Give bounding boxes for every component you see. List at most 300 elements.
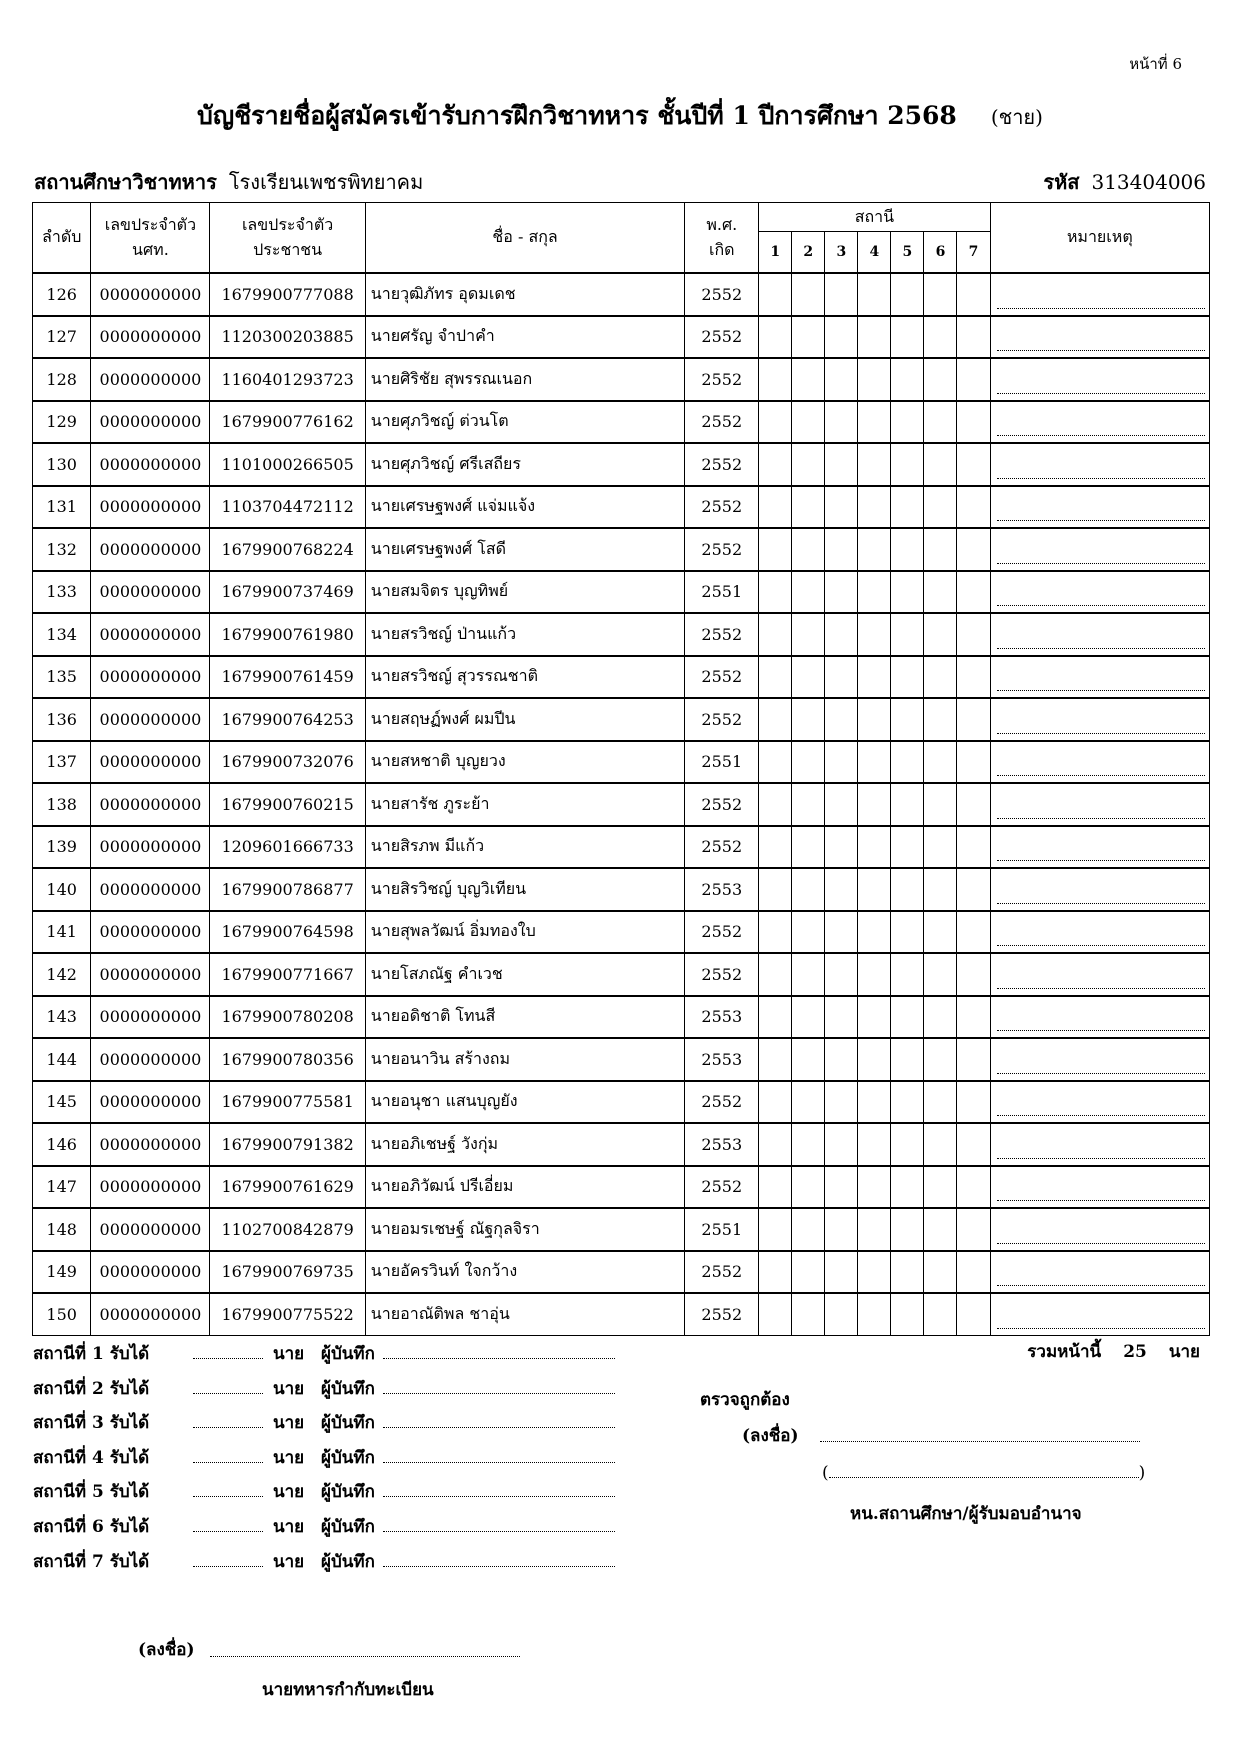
- station-2-check-cell[interactable]: [792, 656, 825, 699]
- station-2-check-cell[interactable]: [792, 911, 825, 954]
- recorder-field[interactable]: [383, 1566, 615, 1567]
- military-id-cell: 0000000000: [91, 613, 210, 656]
- station-5-check-cell[interactable]: [891, 698, 924, 741]
- station-7-check-cell[interactable]: [957, 1208, 990, 1251]
- remark-dotted-line: [997, 988, 1205, 989]
- station-4-check-cell[interactable]: [858, 996, 891, 1039]
- station-2-check-cell[interactable]: [792, 1123, 825, 1166]
- remark-cell[interactable]: [990, 1081, 1209, 1124]
- printed-name-field[interactable]: [829, 1477, 1139, 1478]
- station-4-check-cell[interactable]: [858, 528, 891, 571]
- station-7-check-cell[interactable]: [957, 528, 990, 571]
- station-3-check-cell[interactable]: [825, 571, 858, 614]
- station-6-check-cell[interactable]: [924, 1081, 957, 1124]
- station-7-check-cell[interactable]: [957, 953, 990, 996]
- order-cell: 150: [33, 1293, 91, 1335]
- birth-year-cell: 2552: [685, 1293, 759, 1335]
- station-4-check-cell[interactable]: [858, 783, 891, 826]
- remark-cell[interactable]: [990, 571, 1209, 614]
- order-cell: 142: [33, 953, 91, 996]
- station-4-check-cell[interactable]: [858, 868, 891, 911]
- remark-cell[interactable]: [990, 1166, 1209, 1209]
- station-3-check-cell[interactable]: [825, 1081, 858, 1124]
- remark-cell[interactable]: [990, 486, 1209, 529]
- station-7-check-cell[interactable]: [957, 1081, 990, 1124]
- name-cell: นายเศรษฐพงศ์ โสดี: [365, 528, 685, 571]
- station-5-check-cell[interactable]: [891, 741, 924, 784]
- name-cell: นายศรัญ จำปาคำ: [365, 316, 685, 359]
- table-row: [33, 1208, 1210, 1251]
- station-4-check-cell[interactable]: [858, 613, 891, 656]
- station-1-check-cell[interactable]: [759, 401, 792, 444]
- station-4-check-cell[interactable]: [858, 486, 891, 529]
- unit-label: นาย: [273, 1517, 305, 1537]
- station-1-check-cell[interactable]: [759, 1251, 792, 1294]
- station-4-check-cell[interactable]: [858, 571, 891, 614]
- order-cell: 140: [33, 868, 91, 911]
- recorder-field[interactable]: [383, 1462, 615, 1463]
- code-value: 313404006: [1091, 170, 1206, 194]
- station-7-check-cell[interactable]: [957, 358, 990, 401]
- station-7-check-cell[interactable]: [957, 826, 990, 869]
- station-1-check-cell[interactable]: [759, 911, 792, 954]
- station-4-check-cell[interactable]: [858, 1251, 891, 1294]
- station-7-check-cell[interactable]: [957, 1293, 990, 1335]
- station-6-check-cell[interactable]: [924, 1293, 957, 1335]
- remark-cell[interactable]: [990, 656, 1209, 699]
- station-6-check-cell[interactable]: [924, 316, 957, 359]
- station-7-check-cell[interactable]: [957, 316, 990, 359]
- station-3-check-cell[interactable]: [825, 826, 858, 869]
- station-4-check-cell[interactable]: [858, 953, 891, 996]
- station-1-check-cell[interactable]: [759, 613, 792, 656]
- station-3-check-cell[interactable]: [825, 1038, 858, 1081]
- station-6-check-cell[interactable]: [924, 1166, 957, 1209]
- table-row: [33, 486, 1210, 529]
- station-2-check-cell[interactable]: [792, 1208, 825, 1251]
- station-5-check-cell[interactable]: [891, 1251, 924, 1294]
- station-7-check-cell[interactable]: [957, 868, 990, 911]
- station-1-check-cell[interactable]: [759, 1123, 792, 1166]
- station-1-check-cell[interactable]: [759, 826, 792, 869]
- station-7-check-cell[interactable]: [957, 486, 990, 529]
- station-5-check-cell[interactable]: [891, 358, 924, 401]
- station-5-check-cell[interactable]: [891, 613, 924, 656]
- military-id-cell: 0000000000: [91, 528, 210, 571]
- order-cell: 145: [33, 1081, 91, 1124]
- station-2-check-cell[interactable]: [792, 358, 825, 401]
- count-field[interactable]: [193, 1531, 263, 1532]
- order-cell: 128: [33, 358, 91, 401]
- citizen-id-cell: 1679900776162: [210, 401, 365, 444]
- station-5-check-cell[interactable]: [891, 911, 924, 954]
- station-4-check-cell[interactable]: [858, 443, 891, 486]
- page-total: [1027, 1338, 1200, 1365]
- station-7-check-cell[interactable]: [957, 613, 990, 656]
- station-4-check-cell[interactable]: [858, 698, 891, 741]
- station-1-check-cell[interactable]: [759, 1293, 792, 1335]
- military-id-cell: 0000000000: [91, 911, 210, 954]
- station-3-check-cell[interactable]: [825, 741, 858, 784]
- order-cell: 149: [33, 1251, 91, 1294]
- station-6-check-cell[interactable]: [924, 741, 957, 784]
- station-7-check-cell[interactable]: [957, 783, 990, 826]
- station-2-check-cell[interactable]: [792, 698, 825, 741]
- station-6-check-cell[interactable]: [924, 953, 957, 996]
- station-1-check-cell[interactable]: [759, 571, 792, 614]
- station-6-check-cell[interactable]: [924, 996, 957, 1039]
- station-3-check-cell[interactable]: [825, 528, 858, 571]
- remark-cell[interactable]: [990, 1251, 1209, 1294]
- station-7-check-cell[interactable]: [957, 996, 990, 1039]
- station-3-check-cell[interactable]: [825, 996, 858, 1039]
- station-6-check-cell[interactable]: [924, 528, 957, 571]
- station-6-check-cell[interactable]: [924, 1123, 957, 1166]
- station-3-check-cell[interactable]: [825, 443, 858, 486]
- station-5-check-cell[interactable]: [891, 1038, 924, 1081]
- station-1-check-cell[interactable]: [759, 528, 792, 571]
- station-1-check-cell[interactable]: [759, 783, 792, 826]
- recorder-field[interactable]: [383, 1531, 615, 1532]
- station-6-check-cell[interactable]: [924, 401, 957, 444]
- station-3-check-cell[interactable]: [825, 698, 858, 741]
- station-2-check-cell[interactable]: [792, 996, 825, 1039]
- citizen-id-cell: 1679900761459: [210, 656, 365, 699]
- remark-dotted-line: [997, 1115, 1205, 1116]
- remark-cell[interactable]: [990, 613, 1209, 656]
- station-7-check-cell[interactable]: [957, 911, 990, 954]
- station-7-check-cell[interactable]: [957, 741, 990, 784]
- remark-cell[interactable]: [990, 1208, 1209, 1251]
- station-5-check-cell[interactable]: [891, 1123, 924, 1166]
- station-2-check-cell[interactable]: [792, 1251, 825, 1294]
- station-6-check-cell[interactable]: [924, 698, 957, 741]
- station-1-check-cell[interactable]: [759, 656, 792, 699]
- name-cell: นายวุฒิภัทร อุดมเดช: [365, 273, 685, 316]
- station-4-check-cell[interactable]: [858, 911, 891, 954]
- station-6-check-cell[interactable]: [924, 1251, 957, 1294]
- station-1-check-cell[interactable]: [759, 1081, 792, 1124]
- station-6-check-cell[interactable]: [924, 613, 957, 656]
- station-4-check-cell[interactable]: [858, 316, 891, 359]
- table-row: [33, 316, 1210, 359]
- remark-dotted-line: [997, 350, 1205, 351]
- citizen-id-cell: 1679900786877: [210, 868, 365, 911]
- station-label: สถานีที่ 1 รับได้: [33, 1344, 150, 1364]
- station-3-check-cell[interactable]: [825, 358, 858, 401]
- station-5-check-cell[interactable]: [891, 273, 924, 316]
- military-id-cell: 0000000000: [91, 953, 210, 996]
- citizen-id-cell: 1679900764598: [210, 911, 365, 954]
- station-1-check-cell[interactable]: [759, 741, 792, 784]
- station-3-check-cell[interactable]: [825, 613, 858, 656]
- station-2-check-cell[interactable]: [792, 443, 825, 486]
- recorder-field[interactable]: [383, 1427, 615, 1428]
- table-row: [33, 443, 1210, 486]
- total-unit: นาย: [1168, 1342, 1200, 1362]
- recorder-field[interactable]: [383, 1496, 615, 1497]
- station-5-check-cell[interactable]: [891, 1208, 924, 1251]
- remark-cell[interactable]: [990, 996, 1209, 1039]
- station-label: สถานีที่ 3 รับได้: [33, 1413, 150, 1434]
- station-7-check-cell[interactable]: [957, 443, 990, 486]
- station-1-check-cell[interactable]: [759, 1038, 792, 1081]
- count-field[interactable]: [193, 1358, 263, 1359]
- station-2-check-cell[interactable]: [792, 273, 825, 316]
- remark-cell[interactable]: [990, 316, 1209, 359]
- station-5-check-cell[interactable]: [891, 996, 924, 1039]
- station-4-check-cell[interactable]: [858, 1081, 891, 1124]
- remark-cell[interactable]: [990, 826, 1209, 869]
- remark-cell[interactable]: [990, 911, 1209, 954]
- station-6-check-cell[interactable]: [924, 911, 957, 954]
- count-field[interactable]: [193, 1393, 263, 1394]
- station-3-check-cell[interactable]: [825, 911, 858, 954]
- sign-label-headmaster: (ลงชื่อ): [742, 1426, 799, 1446]
- station-2-check-cell[interactable]: [792, 486, 825, 529]
- station-2-check-cell[interactable]: [792, 953, 825, 996]
- station-5-check-cell[interactable]: [891, 1081, 924, 1124]
- station-4-check-cell[interactable]: [858, 1208, 891, 1251]
- station-5-check-cell[interactable]: [891, 1293, 924, 1335]
- station-7-check-cell[interactable]: [957, 273, 990, 316]
- name-cell: นายอภิวัฒน์ ปรีเอี่ยม: [365, 1166, 685, 1209]
- signature-line-registrar[interactable]: [210, 1656, 520, 1657]
- station-2-check-cell[interactable]: [792, 528, 825, 571]
- remark-cell[interactable]: [990, 1293, 1209, 1335]
- order-cell: 143: [33, 996, 91, 1039]
- station-5-check-cell[interactable]: [891, 953, 924, 996]
- table-row: [33, 1293, 1210, 1335]
- station-6-check-cell[interactable]: [924, 571, 957, 614]
- header-station-7: 7: [957, 232, 990, 274]
- station-2-check-cell[interactable]: [792, 868, 825, 911]
- station-1-check-cell[interactable]: [759, 273, 792, 316]
- recorder-field[interactable]: [383, 1393, 615, 1394]
- station-4-check-cell[interactable]: [858, 1123, 891, 1166]
- count-field[interactable]: [193, 1496, 263, 1497]
- citizen-id-cell: 1679900760215: [210, 783, 365, 826]
- station-7-check-cell[interactable]: [957, 1166, 990, 1209]
- unit-label: นาย: [273, 1344, 305, 1364]
- military-id-cell: 0000000000: [91, 783, 210, 826]
- station-7-check-cell[interactable]: [957, 401, 990, 444]
- station-5-check-cell[interactable]: [891, 316, 924, 359]
- recorder-field[interactable]: [383, 1358, 615, 1359]
- remark-cell[interactable]: [990, 741, 1209, 784]
- station-3-check-cell[interactable]: [825, 1251, 858, 1294]
- count-field[interactable]: [193, 1462, 263, 1463]
- page-number: หน้าที่ 6: [1129, 55, 1182, 73]
- table-row: [33, 741, 1210, 784]
- remark-cell[interactable]: [990, 953, 1209, 996]
- station-5-check-cell[interactable]: [891, 571, 924, 614]
- military-id-cell: 0000000000: [91, 358, 210, 401]
- station-6-check-cell[interactable]: [924, 1038, 957, 1081]
- birth-year-cell: 2552: [685, 911, 759, 954]
- birth-year-cell: 2552: [685, 486, 759, 529]
- header-station-3: 3: [825, 232, 858, 274]
- station-7-check-cell[interactable]: [957, 698, 990, 741]
- station-2-check-cell[interactable]: [792, 1293, 825, 1335]
- station-3-check-cell[interactable]: [825, 316, 858, 359]
- station-1-check-cell[interactable]: [759, 316, 792, 359]
- military-id-cell: 0000000000: [91, 656, 210, 699]
- station-6-check-cell[interactable]: [924, 868, 957, 911]
- remark-dotted-line: [997, 1285, 1205, 1286]
- station-3-check-cell[interactable]: [825, 783, 858, 826]
- station-4-check-cell[interactable]: [858, 741, 891, 784]
- table-row: [33, 401, 1210, 444]
- name-cell: นายโสภณัฐ คำเวช: [365, 953, 685, 996]
- table-row: [33, 613, 1210, 656]
- station-5-check-cell[interactable]: [891, 401, 924, 444]
- remark-cell[interactable]: [990, 783, 1209, 826]
- station-1-check-cell[interactable]: [759, 486, 792, 529]
- station-1-check-cell[interactable]: [759, 1208, 792, 1251]
- school-line: [34, 166, 423, 198]
- station-2-check-cell[interactable]: [792, 571, 825, 614]
- station-2-check-cell[interactable]: [792, 741, 825, 784]
- station-2-check-cell[interactable]: [792, 1038, 825, 1081]
- citizen-id-cell: 1679900775522: [210, 1293, 365, 1335]
- station-3-check-cell[interactable]: [825, 273, 858, 316]
- station-2-check-cell[interactable]: [792, 1166, 825, 1209]
- signature-line-headmaster[interactable]: [820, 1441, 1140, 1442]
- station-4-check-cell[interactable]: [858, 656, 891, 699]
- station-6-check-cell[interactable]: [924, 656, 957, 699]
- station-1-check-cell[interactable]: [759, 868, 792, 911]
- birth-year-cell: 2553: [685, 1038, 759, 1081]
- station-3-check-cell[interactable]: [825, 1293, 858, 1335]
- remark-cell[interactable]: [990, 528, 1209, 571]
- station-3-check-cell[interactable]: [825, 953, 858, 996]
- station-6-check-cell[interactable]: [924, 783, 957, 826]
- station-4-check-cell[interactable]: [858, 273, 891, 316]
- table-row: [33, 1166, 1210, 1209]
- station-6-check-cell[interactable]: [924, 826, 957, 869]
- title-text: บัญชีรายชื่อผู้สมัครเข้ารับการฝึกวิชาทหาร ชั้นปีที่ 1 ปีการศึกษา 2568: [197, 101, 957, 130]
- header-station-2: 2: [792, 232, 825, 274]
- station-4-check-cell[interactable]: [858, 826, 891, 869]
- station-3-check-cell[interactable]: [825, 401, 858, 444]
- station-6-check-cell[interactable]: [924, 486, 957, 529]
- order-cell: 147: [33, 1166, 91, 1209]
- remark-dotted-line: [997, 1200, 1205, 1201]
- station-7-check-cell[interactable]: [957, 656, 990, 699]
- station-2-check-cell[interactable]: [792, 401, 825, 444]
- remark-cell[interactable]: [990, 358, 1209, 401]
- remark-dotted-line: [997, 818, 1205, 819]
- station-4-check-cell[interactable]: [858, 401, 891, 444]
- station-5-check-cell[interactable]: [891, 528, 924, 571]
- station-4-check-cell[interactable]: [858, 1038, 891, 1081]
- station-2-check-cell[interactable]: [792, 613, 825, 656]
- station-5-check-cell[interactable]: [891, 783, 924, 826]
- citizen-id-cell: 1209601666733: [210, 826, 365, 869]
- station-7-check-cell[interactable]: [957, 1038, 990, 1081]
- station-4-check-cell[interactable]: [858, 1166, 891, 1209]
- station-2-check-cell[interactable]: [792, 316, 825, 359]
- station-7-check-cell[interactable]: [957, 1123, 990, 1166]
- station-5-check-cell[interactable]: [891, 1166, 924, 1209]
- station-1-check-cell[interactable]: [759, 996, 792, 1039]
- station-1-check-cell[interactable]: [759, 953, 792, 996]
- station-5-check-cell[interactable]: [891, 868, 924, 911]
- station-3-check-cell[interactable]: [825, 656, 858, 699]
- citizen-id-cell: 1679900780208: [210, 996, 365, 1039]
- station-5-check-cell[interactable]: [891, 656, 924, 699]
- name-cell: นายสิรภพ มีแก้ว: [365, 826, 685, 869]
- station-7-check-cell[interactable]: [957, 571, 990, 614]
- order-cell: 127: [33, 316, 91, 359]
- birth-year-cell: 2551: [685, 571, 759, 614]
- station-5-check-cell[interactable]: [891, 443, 924, 486]
- station-3-check-cell[interactable]: [825, 1123, 858, 1166]
- remark-dotted-line: [997, 563, 1205, 564]
- station-5-check-cell[interactable]: [891, 486, 924, 529]
- remark-cell[interactable]: [990, 1123, 1209, 1166]
- remark-cell[interactable]: [990, 401, 1209, 444]
- count-field[interactable]: [193, 1427, 263, 1428]
- station-3-check-cell[interactable]: [825, 1166, 858, 1209]
- name-cell: นายสหชาติ บุญยวง: [365, 741, 685, 784]
- table-row: [33, 528, 1210, 571]
- remark-cell[interactable]: [990, 273, 1209, 316]
- remark-cell[interactable]: [990, 1038, 1209, 1081]
- birth-year-cell: 2552: [685, 358, 759, 401]
- code-label: รหัส: [1043, 170, 1080, 194]
- station-3-check-cell[interactable]: [825, 486, 858, 529]
- station-7-check-cell[interactable]: [957, 1251, 990, 1294]
- station-4-check-cell[interactable]: [858, 358, 891, 401]
- station-4-check-cell[interactable]: [858, 1293, 891, 1335]
- count-field[interactable]: [193, 1566, 263, 1567]
- station-1-check-cell[interactable]: [759, 358, 792, 401]
- station-1-check-cell[interactable]: [759, 443, 792, 486]
- station-1-check-cell[interactable]: [759, 698, 792, 741]
- military-id-cell: 0000000000: [91, 741, 210, 784]
- table-row: [33, 273, 1210, 316]
- citizen-id-cell: 1679900771667: [210, 953, 365, 996]
- order-cell: 137: [33, 741, 91, 784]
- station-2-check-cell[interactable]: [792, 826, 825, 869]
- order-cell: 141: [33, 911, 91, 954]
- school-name: โรงเรียนเพชรพิทยาคม: [228, 170, 424, 194]
- verify-label: ตรวจถูกต้อง: [700, 1390, 790, 1410]
- station-5-check-cell[interactable]: [891, 826, 924, 869]
- station-3-check-cell[interactable]: [825, 1208, 858, 1251]
- header-remark: หมายเหตุ: [990, 203, 1209, 274]
- order-cell: 144: [33, 1038, 91, 1081]
- remark-dotted-line: [997, 648, 1205, 649]
- remark-cell[interactable]: [990, 868, 1209, 911]
- header-birth-year: พ.ศ. เกิด: [685, 203, 759, 274]
- station-2-check-cell[interactable]: [792, 1081, 825, 1124]
- birth-year-cell: 2552: [685, 1251, 759, 1294]
- remark-cell[interactable]: [990, 443, 1209, 486]
- remark-cell[interactable]: [990, 698, 1209, 741]
- birth-year-cell: 2553: [685, 996, 759, 1039]
- station-3-check-cell[interactable]: [825, 868, 858, 911]
- station-6-check-cell[interactable]: [924, 273, 957, 316]
- station-6-check-cell[interactable]: [924, 1208, 957, 1251]
- station-1-check-cell[interactable]: [759, 1166, 792, 1209]
- station-2-check-cell[interactable]: [792, 783, 825, 826]
- station-6-check-cell[interactable]: [924, 443, 957, 486]
- station-6-check-cell[interactable]: [924, 358, 957, 401]
- table-row: [33, 996, 1210, 1039]
